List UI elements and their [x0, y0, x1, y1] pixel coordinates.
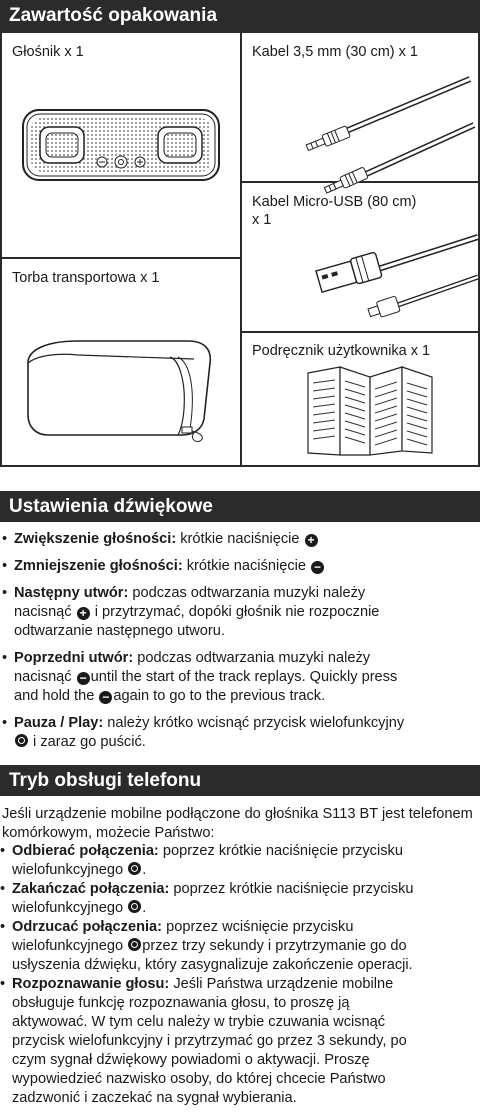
sound-list: [2, 530, 482, 760]
multifunction-button-icon: [128, 862, 141, 875]
package-title: Zawartość opakowania: [0, 0, 480, 31]
manual-cell: [242, 333, 478, 465]
package-grid: [0, 31, 480, 467]
minus-button-icon: −: [99, 691, 112, 704]
usb-cable-cell: [242, 183, 478, 331]
list-item: • Następny utwór: podczas odtwarzania muzyki należy nacisnąć + i przytrzymać, dopóki głośnik nie rozpocznie odtwarzanie następnego utworu.: [2, 585, 380, 639]
list-item: • Odbierać połączenia: poprzez krótkie naciśnięcie przycisku wielofunkcyjnego .: [0, 843, 403, 878]
answer-call-term: Odbierać połączenia:: [12, 843, 159, 859]
manual-label: Podręcznik użytkownika x 1: [252, 343, 431, 359]
bag-cell: [2, 259, 240, 465]
next-track-term: Następny utwór:: [14, 585, 129, 601]
minus-button-icon: −: [77, 672, 90, 685]
list-item: • Rozpoznawanie głosu: Jeśli Państwa urządzenie mobilne obsługuje funkcję rozpoznawania głosu, to proszę ją aktywować. W tym celu należy w trybie czuwania wcisnąć przycisk wielofunkcyjny i przytrzymać go przez 3 sekundy, po czym sygnał dźwiękowy powiadomi o aktywacji. Proszę wypowiedzieć nazwisko osoby, do której chcecie Państwo zadzwonić i zaczekać na sygnał wybierania.: [0, 976, 407, 1106]
aux-cable-cell: [242, 33, 478, 181]
bag-label: Torba transportowa x 1: [12, 270, 160, 286]
reject-call-term: Odrzucać połączenia:: [12, 919, 163, 935]
previous-track-term: Poprzedni utwór:: [14, 650, 134, 666]
multifunction-button-icon: [128, 938, 141, 951]
aux-cable-illustration: [294, 55, 474, 175]
phone-content: [0, 805, 480, 1108]
pause-play-term: Pauza / Play:: [14, 715, 104, 731]
list-item: • Zwiększenie głośności: krótkie naciśnięcie +: [2, 530, 482, 549]
speaker-label: Głośnik x 1: [12, 44, 84, 60]
usb-cable-illustration: [312, 237, 478, 327]
list-item: • Zmniejszenie głośności: krótkie naciśnięcie −: [2, 557, 482, 576]
voice-recognition-term: Rozpoznawanie głosu:: [12, 976, 170, 992]
end-call-term: Zakańczać połączenia:: [12, 881, 170, 897]
usb-cable-label-line2: x 1: [252, 212, 272, 228]
volume-down-term: Zmniejszenie głośności:: [14, 558, 183, 574]
list-item: • Pauza / Play: należy krótko wcisnąć przycisk wielofunkcyjny i zaraz go puścić.: [2, 715, 405, 750]
speaker-cell: [2, 33, 240, 257]
plus-button-icon: +: [305, 534, 318, 547]
manual-illustration: [304, 363, 436, 459]
usb-cable-label-line1: Kabel Micro-USB (80 cm): [252, 194, 417, 210]
multifunction-button-icon: [128, 900, 141, 913]
minus-button-icon: −: [311, 561, 324, 574]
phone-intro: Jeśli urządzenie mobilne podłączone do głośnika S113 BT jest telefonem komórkowym, możecie Państwo:: [2, 806, 473, 841]
list-item: • Zakańczać połączenia: poprzez krótkie naciśnięcie przycisku wielofunkcyjnego .: [0, 881, 414, 916]
plus-button-icon: +: [77, 607, 90, 620]
bag-illustration: [18, 319, 218, 439]
volume-up-term: Zwiększenie głośności:: [14, 531, 177, 547]
list-item: • Odrzucać połączenia: poprzez wciśnięcie przycisku wielofunkcyjnego przez trzy sekundy i przytrzymanie go do usłyszenia dźwięku, który zasygnalizuje zakończenie operacji.: [0, 919, 413, 973]
multifunction-button-icon: [15, 734, 28, 747]
aux-cable-label: Kabel 3,5 mm (30 cm) x 1: [252, 44, 418, 60]
phone-title: Tryb obsługi telefonu: [0, 765, 480, 796]
sound-title: Ustawienia dźwiękowe: [0, 491, 480, 522]
list-item: • Poprzedni utwór: podczas odtwarzania muzyki należy nacisnąć − until the start of the track replays. Quickly press and hold the − again to go to the previous track.: [2, 650, 398, 704]
speaker-illustration: [22, 109, 222, 181]
